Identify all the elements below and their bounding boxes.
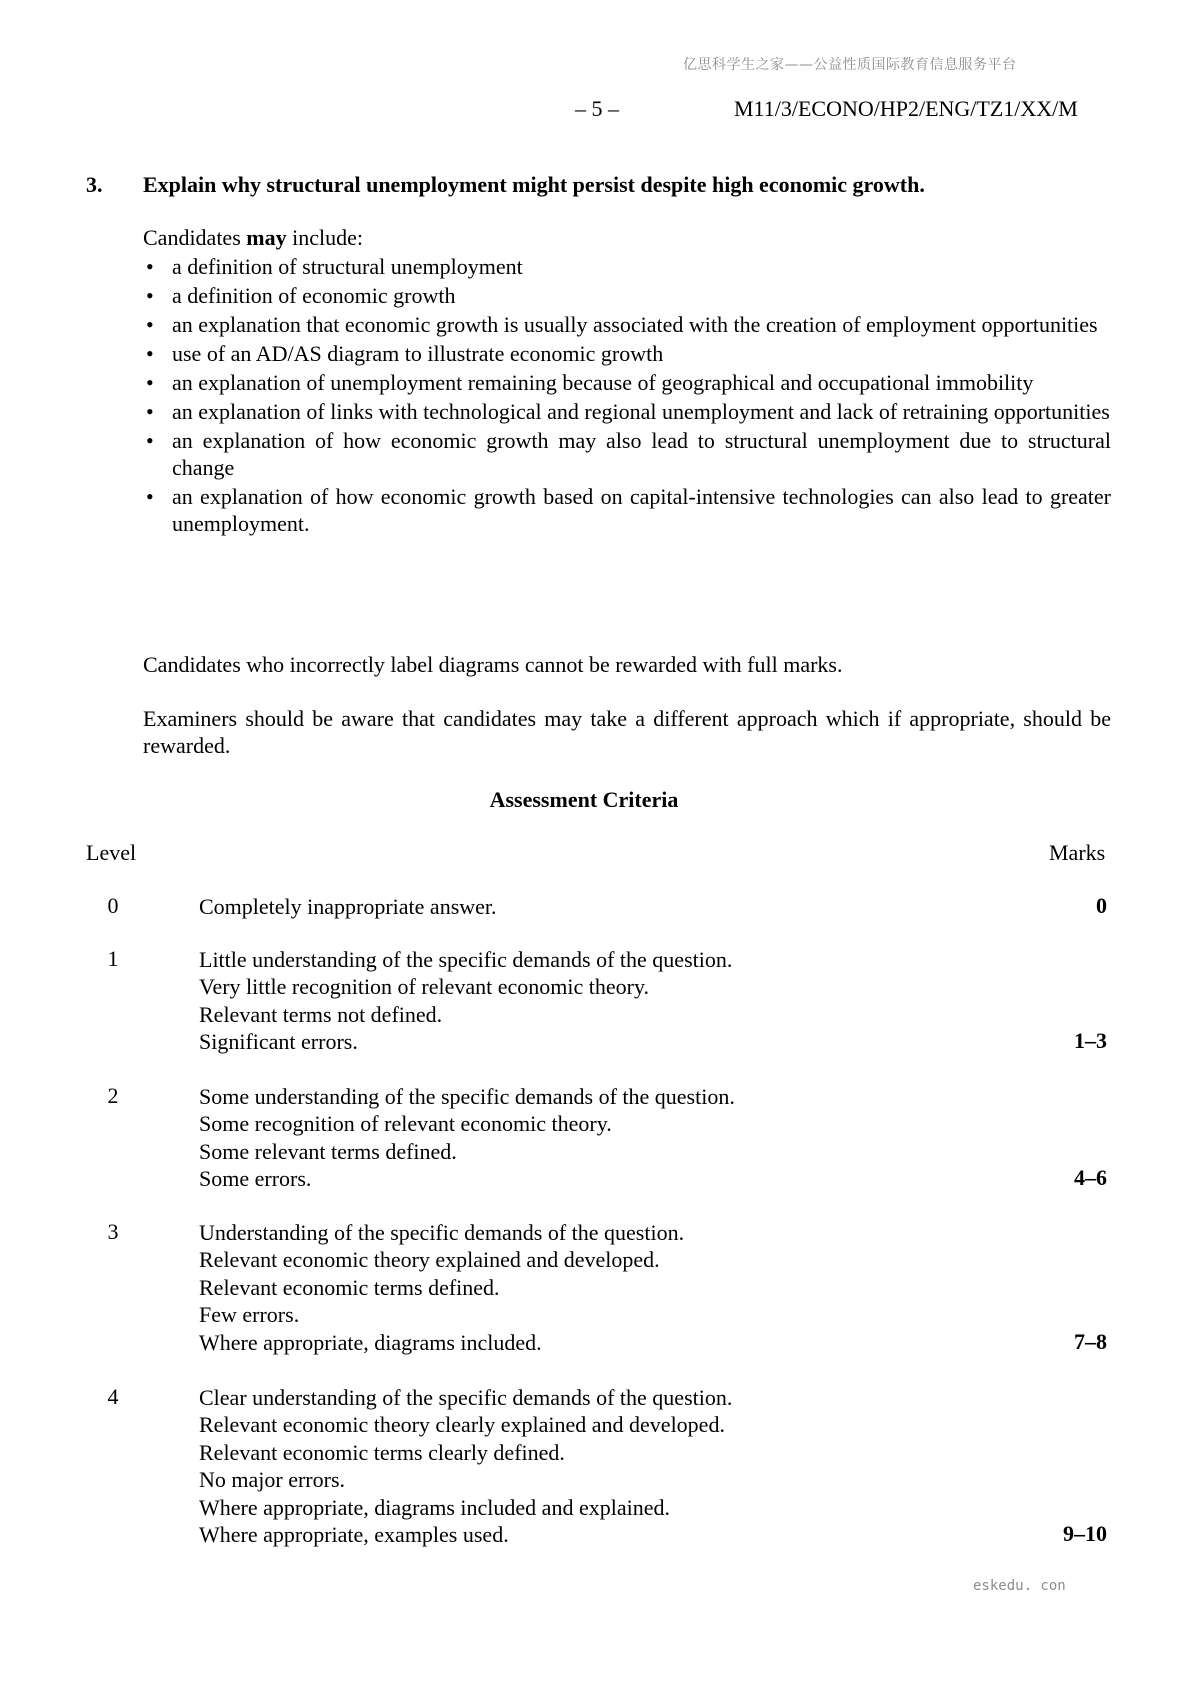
descriptor-line: Relevant economic theory explained and developed. [199,1247,660,1273]
level-description [199,893,497,920]
level-number: 0 [107,893,119,918]
descriptor-line: Significant errors. [199,1029,358,1055]
question-text: Explain why structural unemployment might persist despite high economic growth. [143,172,925,197]
bullet-item [143,282,1111,309]
approach-note: Examiners should be aware that candidates may take a different approach which if appropriate, should be rewarded. [143,706,1111,758]
level-marks: 7–8 [1074,1329,1107,1354]
descriptor-line: Completely inappropriate answer. [199,894,497,919]
bullet-text: an explanation of how economic growth may also lead to structural unemployment due to structural change [172,428,1111,480]
bullet-text: an explanation that economic growth is usually associated with the creation of employment opportunities [172,312,1098,337]
bullet-text: an explanation of unemployment remaining because of geographical and occupational immobility [172,370,1034,395]
bullet-dot: • [146,484,154,509]
descriptor-line: Very little recognition of relevant economic theory. [199,974,650,1000]
bullet-dot: • [146,312,154,337]
question-number: 3. [86,172,103,197]
intro-line [143,225,363,251]
descriptor-line: Relevant economic terms clearly defined. [199,1439,565,1465]
level-description [199,946,732,1056]
intro-emphasis: may [246,225,287,250]
bullet-item [143,398,1111,425]
descriptor-line: Understanding of the specific demands of the question. [199,1220,685,1245]
watermark-bottom: eskedu. con [973,1578,1066,1594]
bullet-item [143,253,1111,280]
watermark-top: 亿思科学生之家——公益性质国际教育信息服务平台 [683,57,1017,73]
descriptor-line: Little understanding of the specific demands of the question. [199,947,733,972]
bullet-text: an explanation of how economic growth based on capital-intensive technologies can also lead to greater unemployment. [172,484,1111,536]
descriptor-line: Some recognition of relevant economic theory. [199,1111,612,1137]
bullet-dot: • [146,283,154,308]
bullet-text: use of an AD/AS diagram to illustrate economic growth [172,341,664,366]
intro-prefix: Candidates [143,225,247,250]
bullet-dot: • [146,254,154,279]
descriptor-line: No major errors. [199,1467,346,1493]
bullet-item [143,311,1111,338]
descriptor-line: Clear understanding of the specific demands of the question. [199,1385,733,1410]
bullet-item [143,483,1111,537]
bullet-dot: • [146,399,154,424]
level-description [199,1083,735,1193]
bullet-item [143,340,1111,367]
diagram-note: Candidates who incorrectly label diagrams cannot be rewarded with full marks. [143,652,843,677]
descriptor-line: Some errors. [199,1166,312,1192]
level-marks: 9–10 [1063,1521,1107,1546]
level-column-header: Level [86,840,137,865]
descriptor-line: Few errors. [199,1302,300,1328]
level-description [199,1384,732,1548]
descriptor-line: Some understanding of the specific demands of the question. [199,1084,735,1109]
bullet-dot: • [146,370,154,395]
bullet-text: a definition of structural unemployment [172,254,523,279]
level-number: 4 [107,1384,119,1409]
level-marks: 4–6 [1074,1165,1107,1190]
descriptor-line: Some relevant terms defined. [199,1138,457,1164]
bullet-dot: • [146,428,154,453]
bullet-text: a definition of economic growth [172,283,456,308]
bullet-text: an explanation of links with technological and regional unemployment and lack of retraining opportunities [172,399,1110,424]
marks-column-header: Marks [1049,840,1106,865]
criteria-title: Assessment Criteria [489,787,679,812]
level-number: 3 [107,1219,119,1244]
bullet-dot: • [146,341,154,366]
descriptor-line: Where appropriate, diagrams included and explained. [199,1494,670,1520]
intro-suffix: include: [286,225,363,250]
descriptor-line: Relevant economic theory clearly explained and developed. [199,1412,725,1438]
page-number: – 5 – [575,96,619,121]
bullet-item [143,427,1111,481]
descriptor-line: Relevant economic terms defined. [199,1274,500,1300]
level-number: 2 [107,1083,119,1108]
bullet-item [143,369,1111,396]
level-description [199,1219,684,1356]
descriptor-line: Where appropriate, diagrams included. [199,1329,542,1355]
document-code: M11/3/ECONO/HP2/ENG/TZ1/XX/M [734,96,1078,121]
level-number: 1 [107,946,119,971]
bullet-list [143,253,1111,539]
level-marks: 1–3 [1074,1028,1107,1053]
level-marks: 0 [1096,893,1107,918]
descriptor-line: Where appropriate, examples used. [199,1522,509,1548]
descriptor-line: Relevant terms not defined. [199,1001,443,1027]
